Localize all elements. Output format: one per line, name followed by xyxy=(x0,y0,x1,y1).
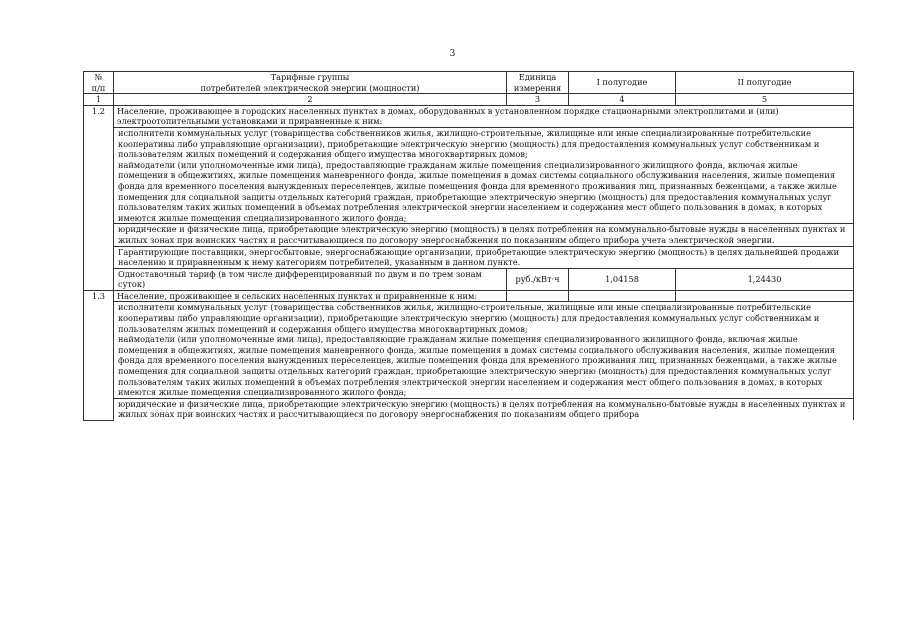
header-group: Тарифные группы потребителей электрической энергии (мощности) xyxy=(114,72,507,94)
row-paragraph: исполнители коммунальных услуг (товарищества собственников жилья, жилищно-строительные, жилищные или иные специализированные потребительские кооперативы либо управляющие организации), приобретающие электрическую энергию (мощность) для предоставления коммунальных услуг собственникам и пользователям жилых помещений и содержания общего имущества многоквартирных домов; наймодатели (или уполномоченные ими лица), предоставляющие гражданам жилые помещения специализированного жилищного фонда, включая жилые помещения в общежитиях, жилые помещения маневренного фонда, жилые помещения в домах системы социального обслуживания населения, жилые помещения фонда для временного поселения вынужденных переселенцев, жилые помещения фонда для временного проживания лиц, признанных беженцами, а также жилые помещения для социальной защиты отдельных категорий граждан, приобретающие электрическую энергию (мощность) для предоставления коммунальных услуг пользователям таких жилых помещений в объемах потребления электрической энергии населением и содержания мест общего пользования в домах, в которых имеются жилые помещения специализированного жилого фонда; xyxy=(114,302,854,398)
header-h2: II полугодие xyxy=(676,72,854,94)
row-title: Население, проживающее в городских населенных пунктах в домах, оборудованных в установленном порядке стационарными электроплитами и (или) электроотопительными установками и приравненные к ним: xyxy=(114,105,854,127)
table-row xyxy=(84,105,854,127)
tariff-row xyxy=(84,268,854,290)
tariff-unit: руб./кВт·ч xyxy=(507,268,569,290)
page-number: 3 xyxy=(449,49,456,59)
column-number-row xyxy=(84,94,854,106)
col-number: 4 xyxy=(569,94,676,106)
tariff-h1-value: 1,04158 xyxy=(569,268,676,290)
header-unit: Единица измерения xyxy=(507,72,569,94)
tariff-label: Одноставочный тариф (в том числе дифференцированный по двум и по трем зонам суток) xyxy=(114,268,507,290)
row-number: 1.3 xyxy=(84,290,114,420)
col-number: 2 xyxy=(114,94,507,106)
table-row xyxy=(84,246,854,268)
tariff-table xyxy=(83,71,854,421)
header-h1: I полугодие xyxy=(569,72,676,94)
table-header-row xyxy=(84,72,854,94)
table-row xyxy=(84,398,854,420)
empty-cell xyxy=(569,290,676,302)
row-paragraph: исполнители коммунальных услуг (товарищества собственников жилья, жилищно-строительные, жилищные или иные специализированные потребительские кооперативы либо управляющие организации), приобретающие электрическую энергию (мощность) для предоставления коммунальных услуг собственникам и пользователям жилых помещений и содержания общего имущества многоквартирных домов; наймодатели (или уполномоченные ими лица), предоставляющие гражданам жилые помещения специализированного жилищного фонда, включая жилые помещения в общежитиях, жилые помещения маневренного фонда, жилые помещения в домах системы социального обслуживания населения, жилые помещения фонда для временного поселения вынужденных переселенцев, жилые помещения фонда для временного проживания лиц, признанных беженцами, а также жилые помещения для социальной защиты отдельных категорий граждан, приобретающие электрическую энергию (мощность) для предоставления коммунальных услуг пользователям таких жилых помещений в объемах потребления электрической энергии населением и содержания мест общего пользования в домах, в которых имеются жилые помещения специализированного жилого фонда; xyxy=(114,127,854,223)
empty-cell xyxy=(676,290,854,302)
row-paragraph: юридические и физические лица, приобретающие электрическую энергию (мощность) в целях потребления на коммунально-бытовые нужды в населенных пунктах и жилых зонах при воинских частях и рассчитывающиеся по договору энергоснабжения по показаниям общего прибора учета электрической энергии. xyxy=(114,224,854,246)
row-number: 1.2 xyxy=(84,105,114,290)
empty-cell xyxy=(507,290,569,302)
tariff-h2-value: 1,24430 xyxy=(676,268,854,290)
col-number: 1 xyxy=(84,94,114,106)
row-title: Население, проживающее в сельских населенных пунктах и приравненные к ним: xyxy=(114,290,507,302)
col-number: 3 xyxy=(507,94,569,106)
header-num: № п/п xyxy=(84,72,114,94)
table-row xyxy=(84,302,854,398)
table-row xyxy=(84,224,854,246)
table-row xyxy=(84,127,854,223)
row-paragraph: Гарантирующие поставщики, энергосбытовые, энергоснабжающие организации, приобретающие электрическую энергию (мощность) в целях дальнейшей продажи населению и приравненным к нему категориям потребителей, указанным в данном пункте. xyxy=(114,246,854,268)
col-number: 5 xyxy=(676,94,854,106)
table-row xyxy=(84,290,854,302)
row-paragraph: юридические и физические лица, приобретающие электрическую энергию (мощность) в целях потребления на коммунально-бытовые нужды в населенных пунктах и жилых зонах при воинских частях и рассчитывающиеся по договору энергоснабжения по показаниям общего прибора xyxy=(114,398,854,420)
